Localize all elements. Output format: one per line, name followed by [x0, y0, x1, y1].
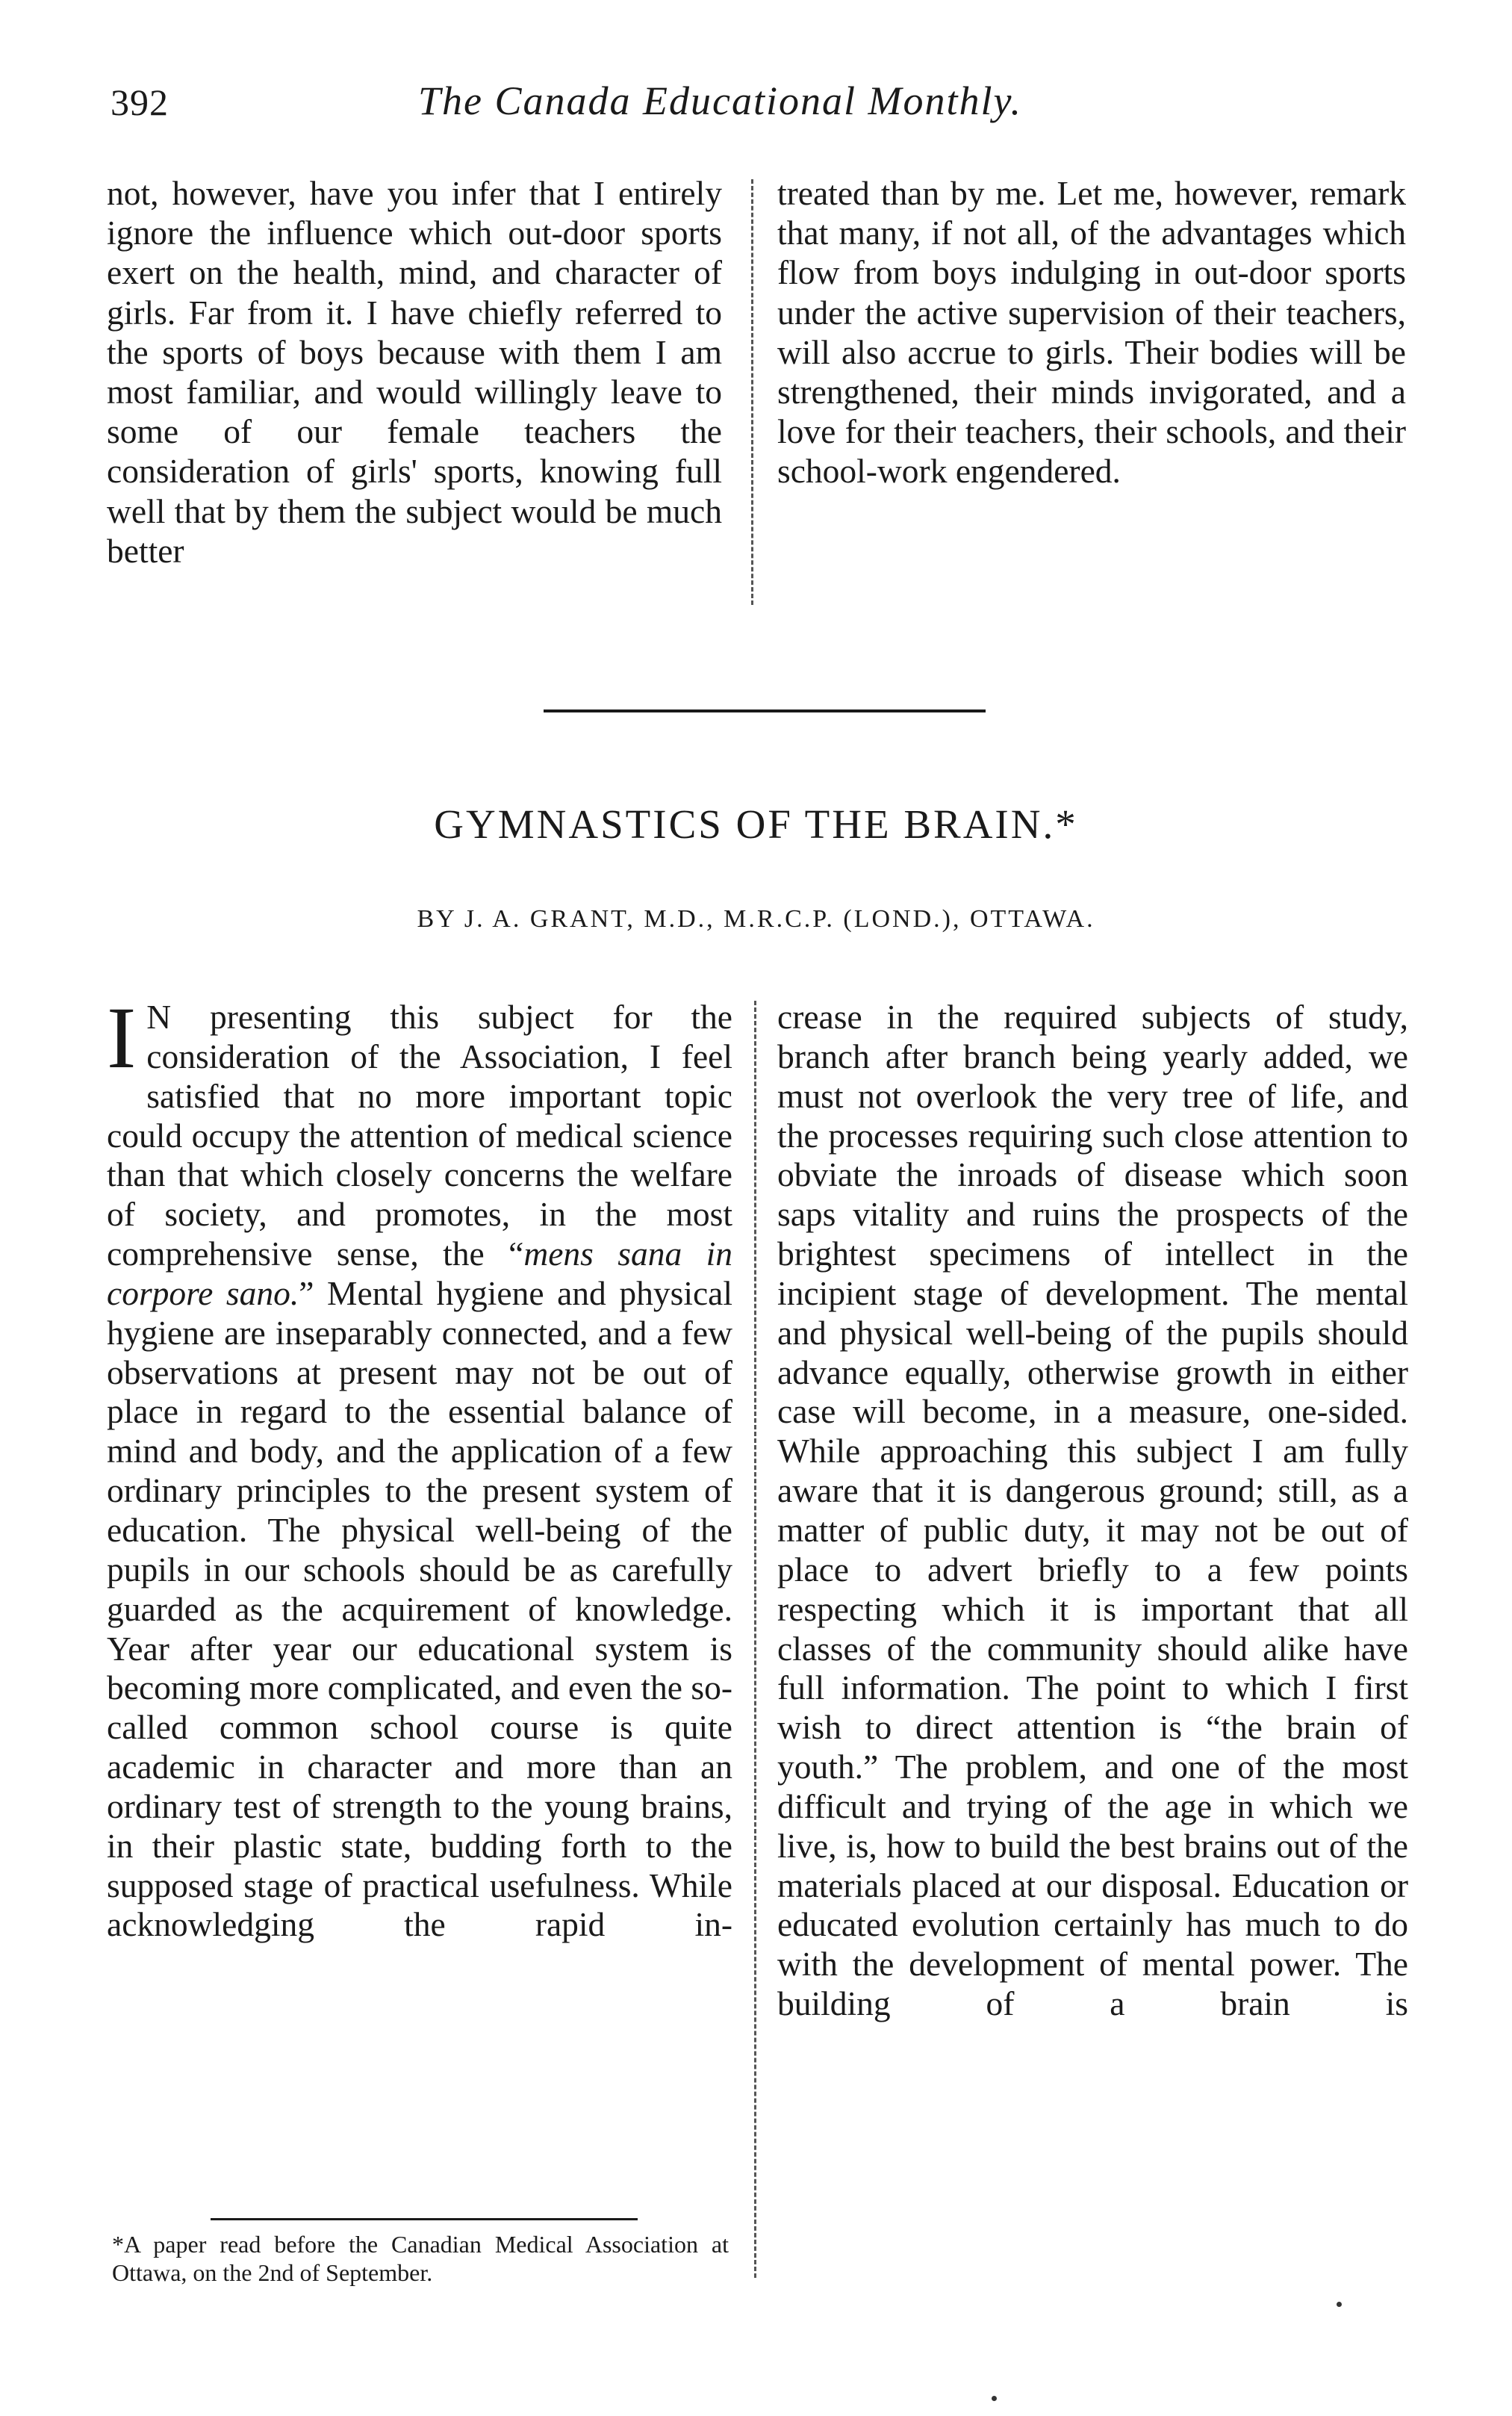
- footnote: *A paper read before the Canadian Medical Association at Ottawa, on the 2nd of September.: [112, 2231, 729, 2286]
- footnote-rule: [211, 2218, 638, 2220]
- article-left-paragraph: [107, 989, 733, 1945]
- print-speck: [1337, 2302, 1342, 2307]
- article-right-column: [777, 998, 1408, 2024]
- previous-article-right-text: treated than by me. Let me, however, remark that many, if not all, of the advantages which flow from boys indulging in out-door sports under the active supervision of their teachers, will also accrue to girls. Their bodies will be strengthened, their minds invigorated, and a love for their teachers, their schools, and their school-work engendered.: [777, 174, 1406, 491]
- article-right-paragraph: crease in the required subjects of study, branch after branch being yearly added, we must not overlook the very tree of life, and the processes requiring such close attention to obviate the inroads of disease which soon saps vitality and ruins the prospects of the brightest specimens of intellect in the incipient stage of development. The mental and physical well-being of the pupils should advance equally, otherwise growth in either case will become, in a measure, one-sided. While approaching this subject I am fully aware that it is dangerous ground; still, as a matter of public duty, it may not be out of place to advert briefly to a few points respecting which it is important that all classes of the community should alike have full information. The point to which I first wish to direct attention is “the brain of youth.” The problem, and one of the most difficult and trying of the age in which we live, is, how to build the best brains out of the materials placed at our disposal. Education or educated evolution certainly has much to do with the development of mental power. The building of a brain is: [777, 998, 1408, 2023]
- article-left-text-b: ” Mental hygiene and physical hygiene are inseparably connected, and a few observations at present may not be out of place in regard to the essential balance of mind and body, and the application of a few ordinary principles to the present system of education. The physical well-being of the pupils in our schools should be as carefully guarded as the acquirement of knowledge. Year after year our educational system is becoming more complicated, and even the so-called common school course is quite academic in character and more than an ordinary test of strength to the young brains, in their plastic state, budding forth to the supposed stage of practical usefulness. While acknowledging the rapid in-: [107, 1273, 732, 1944]
- running-head-journal-title: The Canada Educational Monthly.: [418, 78, 1022, 123]
- previous-article-left-text: not, however, have you infer that I entirely ignore the influence which out-door sports exert on the health, mind, and character of girls. Far from it. I have chiefly referred to the sports of boys because with them I am most familiar, and would willingly leave to some of our female teachers the consideration of girls' sports, knowing full well that by them the subject would be much better: [107, 174, 722, 570]
- previous-article-left-column: [107, 173, 722, 571]
- article-title: GYMNASTICS OF THE BRAIN.*: [434, 801, 1078, 847]
- article-byline: BY J. A. GRANT, M.D., M.R.C.P. (LOND.), OTTAWA.: [417, 905, 1095, 933]
- latin-phrase: mens sana in corpore sano.: [107, 1235, 733, 1312]
- column-divider-bottom: [754, 1001, 756, 2278]
- article-left-column: [107, 989, 733, 1945]
- print-speck: [992, 2396, 997, 2401]
- article-left-text-a: N presenting this subject for the consideration of the Association, I feel satisfied that no more important topic could occupy the attention of medical science than that which closely concerns the welfare of society, and promotes, in the most comprehensive sense, the “: [107, 998, 732, 1273]
- section-separator-rule: [544, 709, 986, 712]
- previous-article-right-column: [777, 173, 1406, 491]
- column-divider-top: [751, 179, 753, 605]
- page-number: 392: [111, 81, 169, 123]
- drop-cap: I: [107, 989, 137, 1087]
